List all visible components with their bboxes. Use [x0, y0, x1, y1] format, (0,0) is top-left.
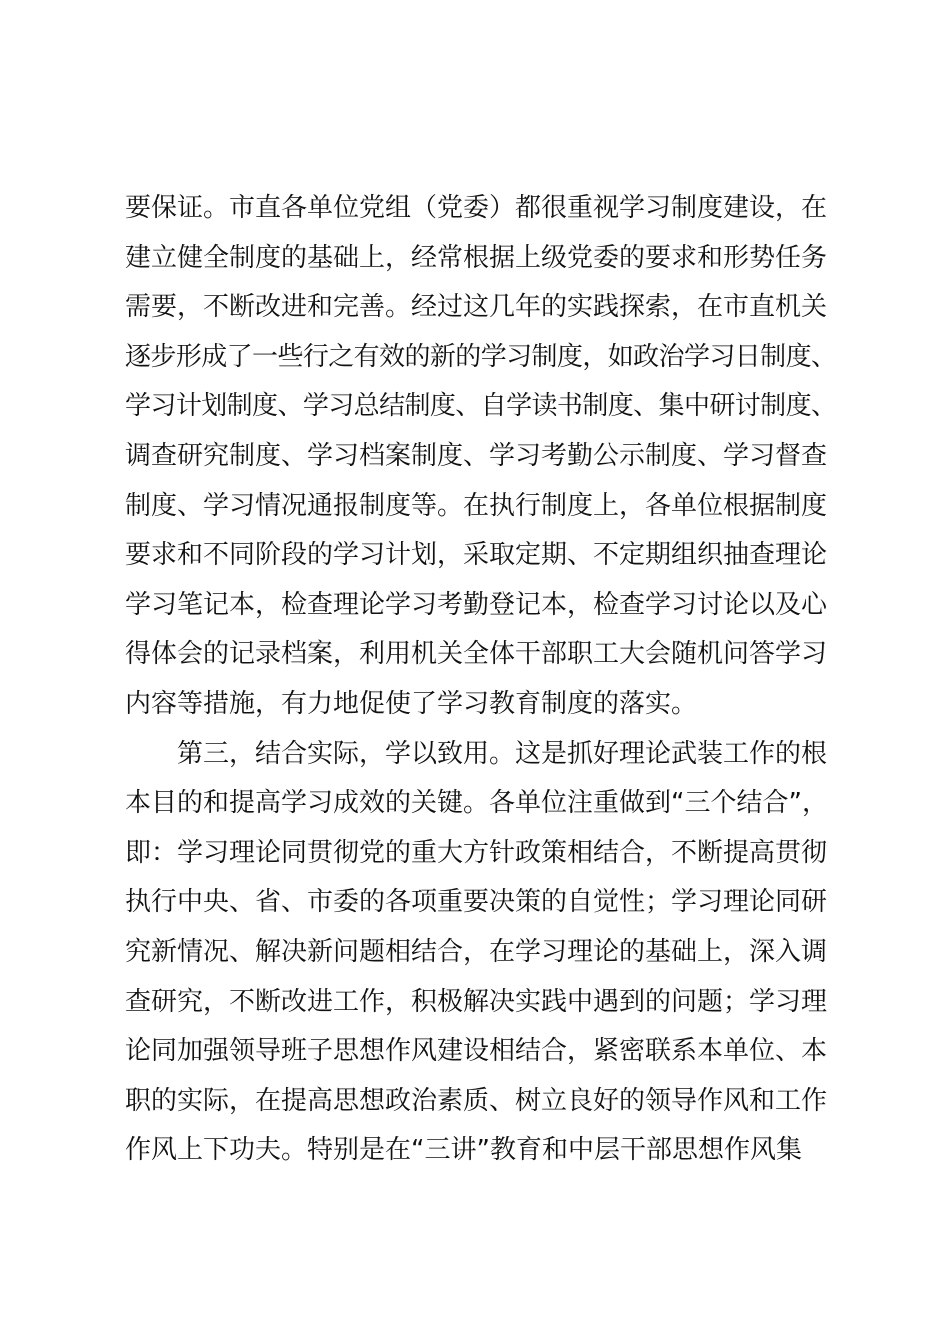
text-line: 要求和不同阶段的学习计划，采取定期、不定期组织抽查理论 — [125, 540, 828, 571]
text-line: 内容等措施，有力地促使了学习教育制度的落实。 — [125, 688, 698, 719]
text-line: 逐步形成了一些行之有效的新的学习制度，如政治学习日制度、 — [125, 341, 837, 372]
text-line: 职的实际，在提高思想政治素质、树立良好的领导作风和工作 — [125, 1085, 828, 1116]
body-text — [125, 184, 837, 1176]
text-line: 调查研究制度、学习档案制度、学习考勤公示制度、学习督查 — [125, 440, 828, 471]
text-line: 学习计划制度、学习总结制度、自学读书制度、集中研讨制度、 — [125, 391, 837, 422]
text-line: 作风上下功夫。特别是在“三讲”教育和中层干部思想作风集 — [125, 1135, 802, 1166]
text-line: 学习笔记本，检查理论学习考勤登记本，检查学习讨论以及心 — [125, 589, 828, 620]
text-line: 即：学习理论同贯彻党的重大方针政策相结合，不断提高贯彻 — [125, 837, 828, 868]
text-line: 执行中央、省、市委的各项重要决策的自觉性；学习理论同研 — [125, 887, 828, 918]
text-line: 论同加强领导班子思想作风建设相结合，紧密联系本单位、本 — [125, 1036, 828, 1067]
text-line: 究新情况、解决新问题相结合，在学习理论的基础上，深入调 — [125, 936, 828, 967]
text-line: 制度、学习情况通报制度等。在执行制度上，各单位根据制度 — [125, 490, 828, 521]
paragraph-start-line: 第三，结合实际，学以致用。这是抓好理论武装工作的根 — [177, 738, 828, 769]
text-line: 需要，不断改进和完善。经过这几年的实践探索，在市直机关 — [125, 292, 828, 323]
text-line: 本目的和提高学习成效的关键。各单位注重做到“三个结合”， — [125, 788, 828, 819]
text-line: 建立健全制度的基础上，经常根据上级党委的要求和形势任务 — [125, 242, 828, 273]
text-line: 要保证。市直各单位党组（党委）都很重视学习制度建设，在 — [125, 193, 828, 223]
text-line: 查研究，不断改进工作，积极解决实践中遇到的问题；学习理 — [125, 986, 828, 1017]
text-line: 得体会的记录档案，利用机关全体干部职工大会随机问答学习 — [125, 639, 828, 670]
